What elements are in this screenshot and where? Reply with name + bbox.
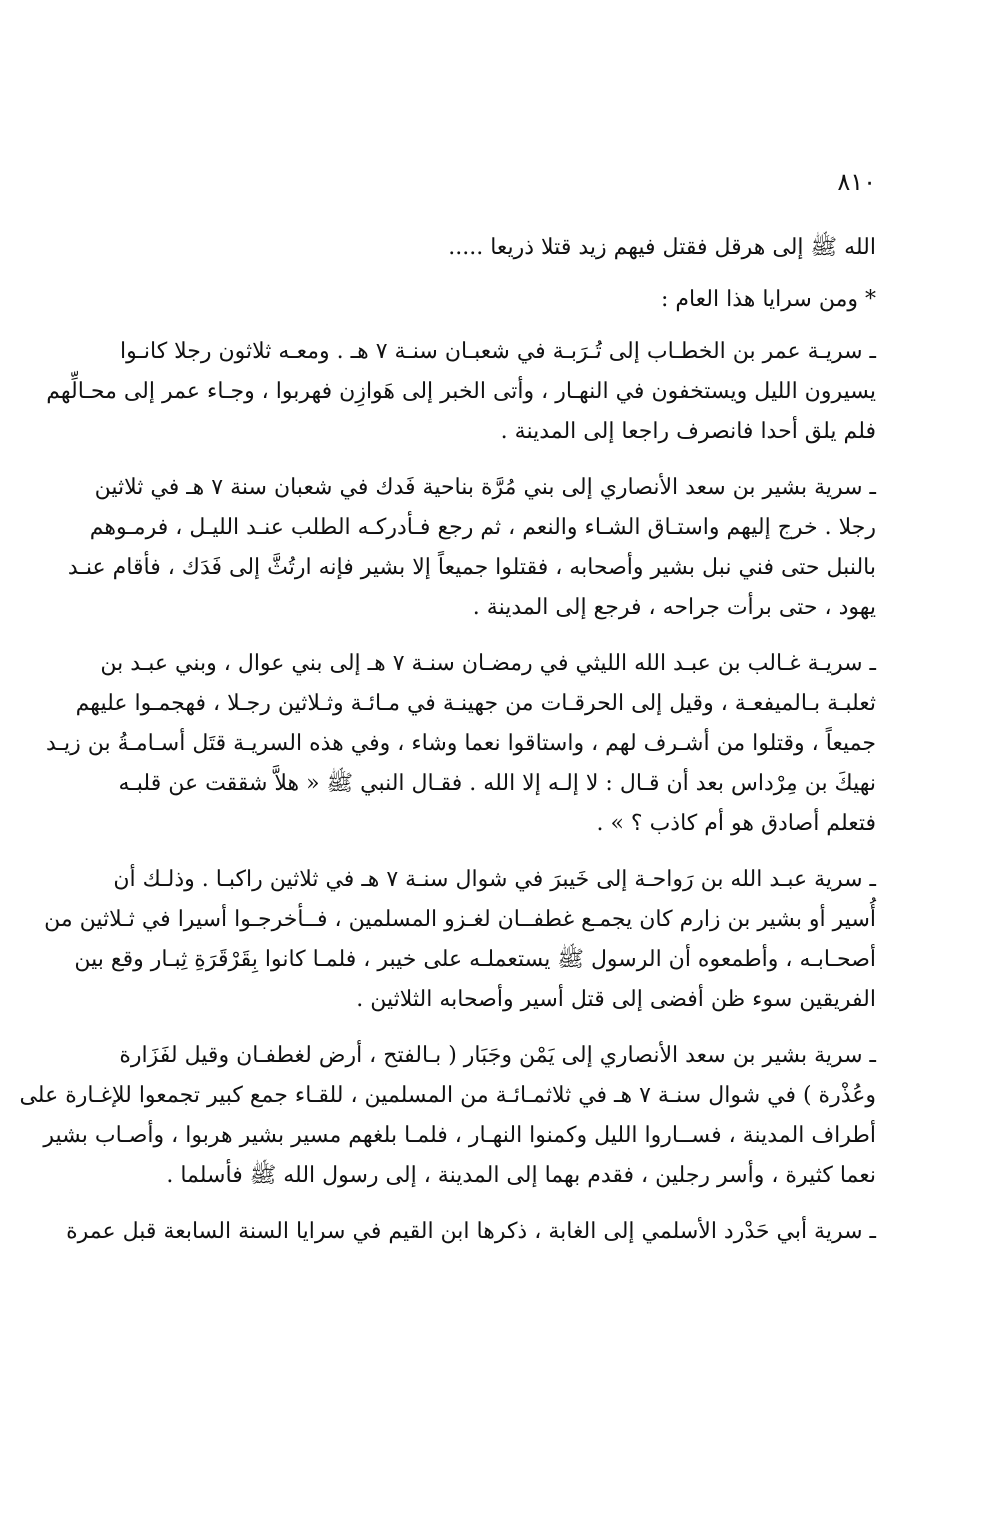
paragraph-bashir-yumn — [19, 1036, 876, 1196]
text-line: ـ سريـة غـالب بن عبـد الله الليثي في رمضـان سنـة ٧ هـ إلى بني عوال ، وبني عبـد بن — [100, 651, 876, 676]
text-line: ـ سرية عبـد الله بن رَواحـة إلى خَيبرَ في شوال سنـة ٧ هـ في ثلاثين راكبـا . وذلـك أن — [113, 867, 876, 892]
text-line: ـ سريـة عمر بن الخطـاب إلى تُـرَبـة في شعبـان سنـة ٧ هـ . ومعـه ثلاثون رجلا كانـوا — [119, 339, 876, 364]
paragraph-continuation — [132, 228, 876, 268]
text-line: رجلا . خرج إليهم واستـاق الشـاء والنعم ، ثم رجع فـأدركـه الطلب عنـد الليـل ، فرمـوهم — [89, 515, 876, 540]
text-line: أطراف المدينة ، فســاروا الليل وكمنوا النهـار ، فلمـا بلغهم مسير بشير هربوا ، وأصـاب بشير — [43, 1123, 876, 1148]
paragraph-umar-expedition — [46, 332, 876, 452]
text-line: ـ سرية أبي حَدْرد الأسلمي إلى الغابة ، ذكرها ابن القيم في سرايا السنة السابعة قبل عمرة — [66, 1219, 876, 1244]
section-heading — [132, 280, 876, 320]
text-line: ـ سرية بشير بن سعد الأنصاري إلى بني مُرَّة بناحية فَدك في شعبان سنة ٧ هـ في ثلاثين — [94, 475, 876, 500]
text-line: فتعلم أصادق هو أم كاذب ؟ » . — [596, 811, 876, 836]
paragraph-bashir-fadak — [67, 468, 876, 628]
text-line: فلم يلق أحدا فانصرف راجعا إلى المدينة . — [500, 419, 876, 444]
text-line: يسيرون الليل ويستخفون في النهـار ، وأتى الخبر إلى هَوازِن فهربوا ، وجـاء عمر إلى محـالِّهم — [46, 379, 876, 404]
text-line: ـ سرية بشير بن سعد الأنصاري إلى يَمْن وجَبَار ( بـالفتح ، أرض لغطفـان وقيل لفَزَارة — [119, 1043, 876, 1068]
text-line: وعُذْرة ) في شوال سنـة ٧ هـ في ثلاثمـائـة من المسلمين ، للقـاء جمع كبير تجمعوا للإغـارة على — [19, 1083, 876, 1108]
text-line: يهود ، حتى برأت جراحه ، فرجع إلى المدينة . — [472, 595, 876, 620]
body-text — [19, 228, 876, 1268]
text-line: نعما كثيرة ، وأسر رجلين ، فقدم بهما إلى المدينة ، إلى رسول الله ﷺ فأسلما . — [166, 1163, 876, 1188]
text-line: أصحـابـه ، وأطمعوه أن الرسول ﷺ يستعملـه على خيبر ، فلمـا كانوا بِقَرْقَرَةِ ثِبـار وقع بين — [74, 947, 876, 972]
paragraph-ghalib-expedition — [46, 644, 876, 844]
text-line: أُسير أو بشير بن زارم كان يجمـع غطفــان لغـزو المسلمين ، فــأخرجـوا أسيرا في ثـلاثين من — [44, 907, 876, 932]
text-line: الفريقين سوء ظن أفضى إلى قتل أسير وأصحابه الثلاثين . — [356, 987, 876, 1012]
text-line: بالنبل حتى فني نبل بشير وأصحابه ، فقتلوا جميعاً إلا بشير فإنه ارتُثَّ إلى فَدَك ، فأقام عنـد — [67, 555, 876, 580]
paragraph-abu-hadrad — [66, 1212, 876, 1252]
text-line: نهيكَ بن مِرْداس بعد أن قـال : لا إلـه إلا الله . فقـال النبي ﷺ « هلاَّ شققت عن قلبـه — [118, 771, 876, 796]
page-number: ٨١٠ — [837, 168, 876, 196]
text-line: الله ﷺ إلى هرقل فقتل فيهم زيد قتلا ذريعا ..... — [448, 235, 876, 260]
paragraph-abdullah-khaybar — [44, 860, 876, 1020]
text-line: * ومن سرايا هذا العام : — [660, 287, 876, 312]
text-line: ثعلبـة بـالميفعـة ، وقيل إلى الحرقـات من جهينـة في مـائـة وثـلاثين رجـلا ، فهجمـوا عليهم — [75, 691, 876, 716]
text-line: جميعاً ، وقتلوا من أشـرف لهم ، واستاقوا نعما وشاء ، وفي هذه السريـة قتَل أسـامـةُ بن زيـد — [46, 731, 876, 756]
